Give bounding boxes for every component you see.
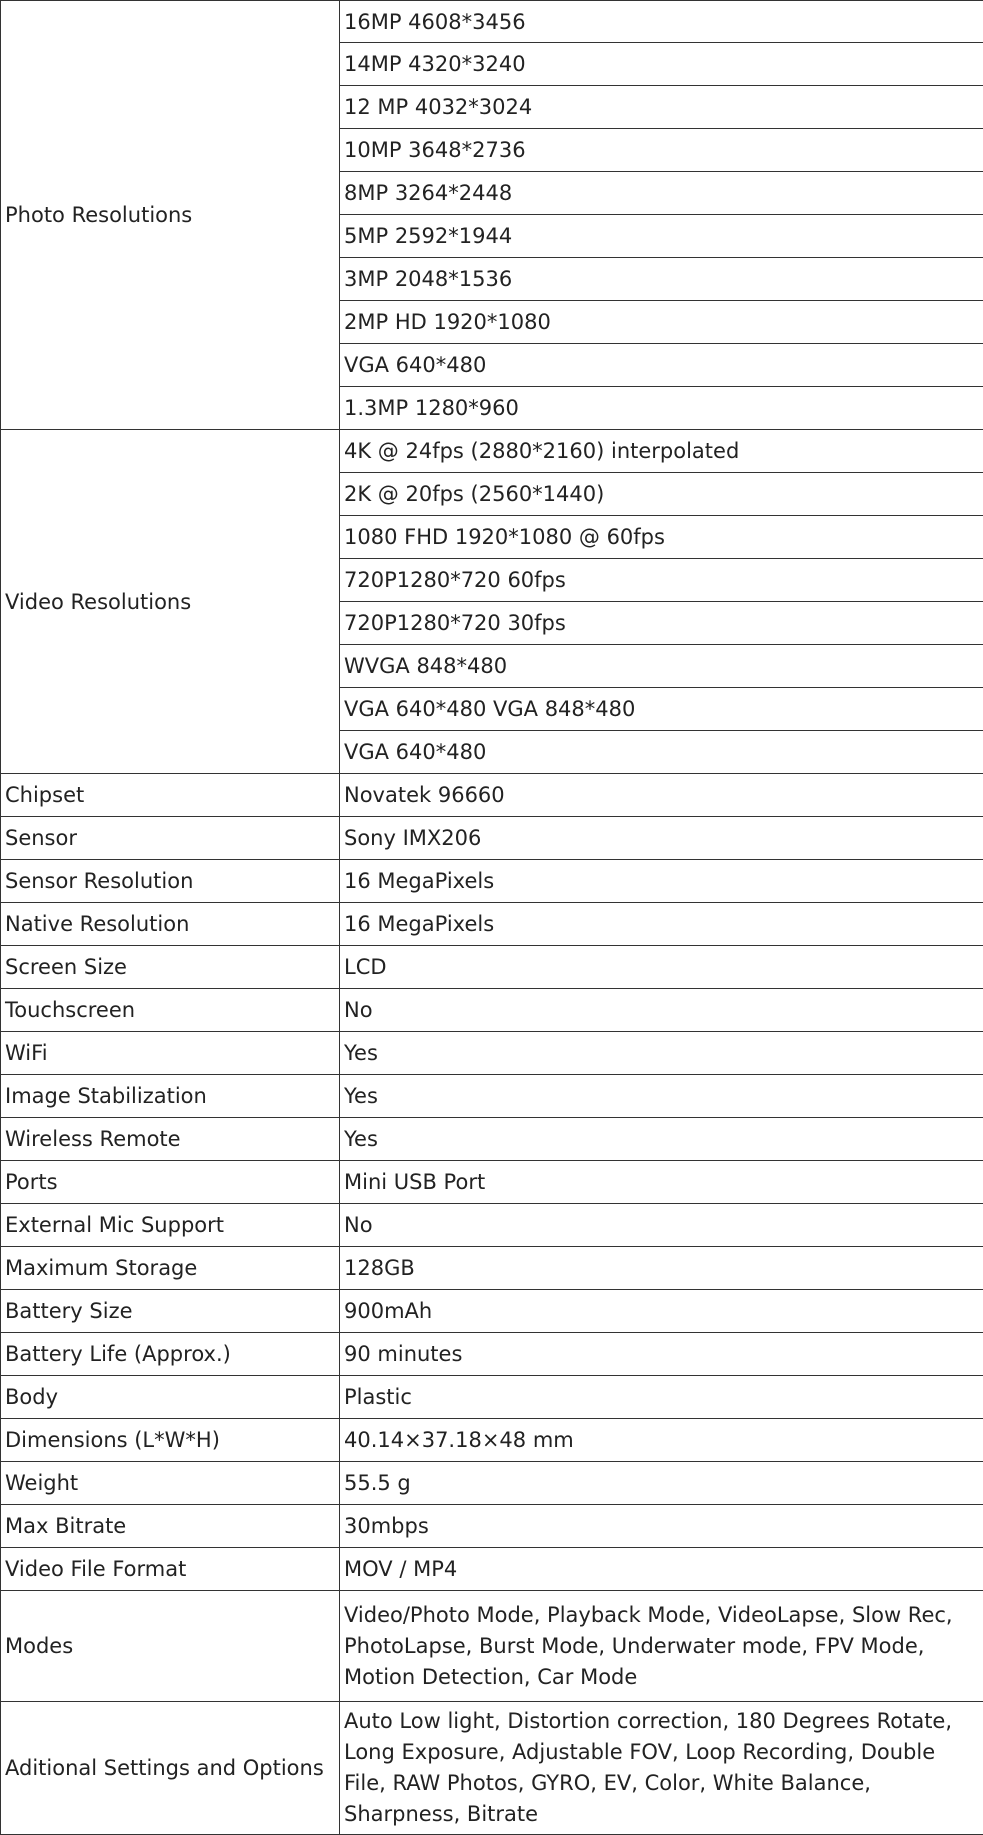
row-label: Aditional Settings and Options — [1, 1702, 340, 1835]
row-value: Auto Low light, Distortion correction, 180 Degrees Rotate, Long Exposure, Adjustable FOV, Loop Recording, Double File, RAW Photos, GYRO, EV, Color, White Balance, Sharpness, Bitrate — [340, 1702, 983, 1835]
row-value: VGA 640*480 — [340, 731, 983, 774]
row-label: Battery Size — [1, 1290, 340, 1333]
row-value: Sony IMX206 — [340, 817, 983, 860]
row-value: Yes — [340, 1075, 983, 1118]
row-label: Dimensions (L*W*H) — [1, 1419, 340, 1462]
row-value: 2MP HD 1920*1080 — [340, 301, 983, 344]
row-value: No — [340, 1204, 983, 1247]
row-value: 3MP 2048*1536 — [340, 258, 983, 301]
row-value: Yes — [340, 1118, 983, 1161]
row-label: Maximum Storage — [1, 1247, 340, 1290]
table-row — [1, 430, 983, 473]
row-value: Yes — [340, 1032, 983, 1075]
row-label: Touchscreen — [1, 989, 340, 1032]
table-row — [1, 1161, 983, 1204]
row-value: 720P1280*720 30fps — [340, 602, 983, 645]
table-row — [1, 1548, 983, 1591]
row-label: Native Resolution — [1, 903, 340, 946]
row-value: 16 MegaPixels — [340, 903, 983, 946]
table-row — [1, 1505, 983, 1548]
row-value: Mini USB Port — [340, 1161, 983, 1204]
row-value: 12 MP 4032*3024 — [340, 86, 983, 129]
table-row — [1, 1591, 983, 1702]
table-row — [1, 1247, 983, 1290]
row-label: Weight — [1, 1462, 340, 1505]
row-value: VGA 640*480 VGA 848*480 — [340, 688, 983, 731]
table-row — [1, 946, 983, 989]
row-label: WiFi — [1, 1032, 340, 1075]
table-row — [1, 1118, 983, 1161]
table-row — [1, 1032, 983, 1075]
row-value: LCD — [340, 946, 983, 989]
row-value: 55.5 g — [340, 1462, 983, 1505]
table-row — [1, 1204, 983, 1247]
row-value: 8MP 3264*2448 — [340, 172, 983, 215]
table-row — [1, 1462, 983, 1505]
table-row — [1, 1, 983, 43]
row-label: Battery Life (Approx.) — [1, 1333, 340, 1376]
row-label: Modes — [1, 1591, 340, 1702]
row-label: Screen Size — [1, 946, 340, 989]
row-value: VGA 640*480 — [340, 344, 983, 387]
row-value: 10MP 3648*2736 — [340, 129, 983, 172]
row-label: Video File Format — [1, 1548, 340, 1591]
table-row — [1, 1075, 983, 1118]
row-label: Photo Resolutions — [1, 1, 340, 430]
row-value: Novatek 96660 — [340, 774, 983, 817]
row-label: Sensor Resolution — [1, 860, 340, 903]
row-value: MOV / MP4 — [340, 1548, 983, 1591]
row-value: 16 MegaPixels — [340, 860, 983, 903]
row-value: 4K @ 24fps (2880*2160) interpolated — [340, 430, 983, 473]
row-label: Video Resolutions — [1, 430, 340, 774]
row-value: 16MP 4608*3456 — [340, 1, 983, 43]
row-label: Image Stabilization — [1, 1075, 340, 1118]
row-value: No — [340, 989, 983, 1032]
row-label: External Mic Support — [1, 1204, 340, 1247]
table-row — [1, 1290, 983, 1333]
row-label: Wireless Remote — [1, 1118, 340, 1161]
row-value: 90 minutes — [340, 1333, 983, 1376]
row-value: 14MP 4320*3240 — [340, 43, 983, 86]
row-label: Body — [1, 1376, 340, 1419]
table-row — [1, 817, 983, 860]
row-value: 2K @ 20fps (2560*1440) — [340, 473, 983, 516]
row-value: 128GB — [340, 1247, 983, 1290]
row-value: 900mAh — [340, 1290, 983, 1333]
row-value: Video/Photo Mode, Playback Mode, VideoLapse, Slow Rec, PhotoLapse, Burst Mode, Underwater mode, FPV Mode, Motion Detection, Car Mode — [340, 1591, 983, 1702]
table-row — [1, 1702, 983, 1835]
row-value: 1080 FHD 1920*1080 @ 60fps — [340, 516, 983, 559]
row-value: WVGA 848*480 — [340, 645, 983, 688]
table-row — [1, 989, 983, 1032]
row-value: 1.3MP 1280*960 — [340, 387, 983, 430]
row-label: Sensor — [1, 817, 340, 860]
row-value: 720P1280*720 60fps — [340, 559, 983, 602]
table-row — [1, 1333, 983, 1376]
row-label: Ports — [1, 1161, 340, 1204]
row-value: 30mbps — [340, 1505, 983, 1548]
table-row — [1, 1419, 983, 1462]
table-row — [1, 1376, 983, 1419]
table-row — [1, 903, 983, 946]
row-value: Plastic — [340, 1376, 983, 1419]
row-label: Chipset — [1, 774, 340, 817]
table-row — [1, 860, 983, 903]
row-value: 40.14×37.18×48 mm — [340, 1419, 983, 1462]
table-row — [1, 774, 983, 817]
row-label: Max Bitrate — [1, 1505, 340, 1548]
row-value: 5MP 2592*1944 — [340, 215, 983, 258]
